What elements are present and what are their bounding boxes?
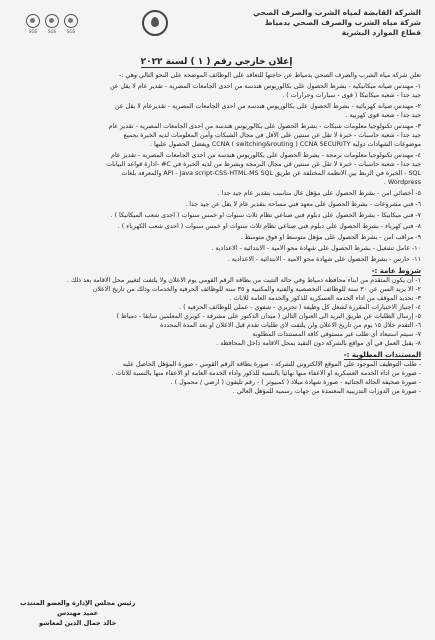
condition-item: ٨- يقبل العمل في أي مواقع بالشركة دون التقيد بمحل الاقامة داخل المحافظة . bbox=[216, 340, 421, 347]
job-line: جيد جدا - شعبة حاسبات - خبرة لا تقل عن سنتين في مجال البرمجة وبشرط من لديه الخبرة في C# -ادارة قواعد البيانات bbox=[106, 161, 421, 168]
documents-list bbox=[12, 360, 421, 396]
condition-item: ٢- الا يزيد السن عن ٣٠ سنة للوظائف التخصصية والفنية والمكتبية و ٣٥ سنة للوظائف الحرفية والخدمات وذلك من تاريخ الاعلان bbox=[92, 286, 421, 293]
job-item bbox=[12, 211, 421, 220]
job-line: ٨- فني كهرباء - بشرط الحصول على دبلوم فني صناعي نظام ثلاث سنوات او خمس سنوات ( احدى شعب الكهرباء ) . bbox=[117, 223, 421, 230]
signatory-name: خالد جمال الدين لمعاشو bbox=[39, 619, 117, 627]
conditions-title: شروط عامة :- bbox=[371, 267, 421, 275]
seal-icon: SGS bbox=[64, 14, 78, 34]
job-item bbox=[12, 151, 421, 187]
job-line: SQL - الخبرة في الربط بين الانظمة المختلفة عن طريق API - Java script-CSS-HTML-MS SQL والمعرفة بلغات bbox=[121, 170, 421, 177]
job-item bbox=[12, 82, 421, 100]
signature-block bbox=[20, 598, 135, 628]
document-item: - طلب التوظيف الموجود على الموقع الالكتروني للشركة - صورة بطاقة الرقم القومي - صورة المؤهل الحاصل عليه bbox=[122, 361, 421, 368]
job-line: Wordpress . bbox=[383, 179, 421, 186]
job-line: ٩- مراقب امن - بشرط الحصول على مؤهل متوسط او فوق متوسط . bbox=[240, 234, 421, 241]
condition-item: ١- أن يكون المتقدم من ابناء محافظة دمياط وفي حالة التثبت من بطاقة الرقم القومي يوم الاعلان ولا يلتفت لتغيير محل الاقامة بعد ذلك . bbox=[67, 277, 421, 284]
documents-title: المستندات المطلوبة :- bbox=[343, 351, 421, 359]
job-line: ٣- مهندس تكنولوجيا معلومات شبكات - بشرط الحصول على بكالوريوس هندسة من احدى الجامعات المصرية - تقدير عام bbox=[108, 123, 421, 130]
signatory-title: رئيس مجلس الإدارة والعضو المنتدب bbox=[20, 599, 136, 607]
condition-item: ٦- التقدم خلال ١٥ يوم من تاريخ الاعلان ولن يلتفت لاي طلبات تقدم قبل الاعلان او بعد المدة المحددة bbox=[160, 322, 421, 329]
department-name: قطاع الموارد البشرية bbox=[341, 28, 421, 37]
condition-item: ٥- إرسال الطلبات عن طريق البريد الى العنوان التالي ( ميدان الدكتور على مشرفة - كوبري المعلمين سابقا - دمياط ) bbox=[116, 313, 421, 320]
job-line: ٢- مهندس صيانة كهربائية - بشرط الحصول على بكالوريوس هندسة من احدى الجامعات المصرية - تقديرعام لا يقل عن bbox=[115, 103, 421, 110]
job-line: ٥- أخصائي امن - بشرط الحصول على مؤهل عال مناسب بتقدير عام جيد جدا . bbox=[217, 190, 421, 197]
conditions-list bbox=[12, 276, 421, 348]
job-item bbox=[12, 200, 421, 209]
company-logo bbox=[142, 10, 168, 36]
jobs-list bbox=[12, 82, 421, 264]
condition-item: ٤- اجتياز الاختبارات المقررة لشغل كل وظيفة ( تحريري - شفوي - عملي للوظائف الحرفية ) . bbox=[179, 304, 421, 311]
job-line: ١١- حارس - بشرط الحصول على شهادة محو الامية - الابتدائية - الاعدادية . bbox=[227, 256, 421, 263]
job-item bbox=[12, 189, 421, 198]
job-item bbox=[12, 102, 421, 120]
condition-item: ٧- سيتم استبعاد أي طلب غير مستوفي كافة المستندات المطلوبة bbox=[252, 331, 421, 338]
job-line: ١٠- عامل تشغيل - بشرط الحصول على شهادة محو الامية - الابتدائية - الاعدادية . bbox=[211, 245, 421, 252]
document-item: - صورة صحيفة الحالة الجنائية - صورة شهادة ميلاد ( كمبيوتر ) - رقم تليفون ( ارضي / محمول ) . bbox=[170, 379, 421, 386]
holding-company-name: الشركة القابضة لمياه الشرب والصرف الصحي bbox=[253, 8, 421, 17]
job-line: موضوعات الشهادات دولية CCNA ( switching&routing ) CCNA SECURITY ويفضل الحصول عليها . bbox=[150, 141, 421, 148]
job-line: ١- مهندس صيانة ميكانيكية - بشرط الحصول على بكالوريوس هندسة من احدى الجامعات المصرية - تقدير عام لا يقل عن bbox=[109, 83, 421, 90]
job-item bbox=[12, 233, 421, 242]
job-line: جيد جدا - شعبة قوى كهربية . bbox=[345, 112, 421, 119]
job-item bbox=[12, 122, 421, 149]
document-title: إعلان خارجي رقم ( ١ ) لسنة ٢٠٢٢ bbox=[140, 57, 293, 67]
letterhead bbox=[12, 8, 421, 56]
company-name: شركة مياه الشرب والصرف الصحي بدمياط bbox=[264, 18, 421, 27]
certification-seals bbox=[26, 14, 78, 34]
signatory-rank: عميد مهندس bbox=[57, 609, 99, 617]
job-item bbox=[12, 244, 421, 253]
job-line: جيد جدا - شعبة حاسبات - خبرة لا تقل عن سنتين على الأقل في مجال الشبكات وأمن المعلومات لديه الخبرة بجميع bbox=[123, 132, 421, 139]
seal-icon: SGS bbox=[45, 14, 59, 34]
condition-item: ٣- تحديد الموقف من اداء الخدمة العسكرية للذكور والخدمة العامة للاناث . bbox=[229, 295, 421, 302]
job-line: جيد جدا - شعبة ميكانيكا ( قوى - سيارات وجرارات ) . bbox=[282, 92, 421, 99]
organization-block bbox=[253, 8, 421, 38]
job-line: ٦- فني مشروعات - بشرط الحصول على معهد فني مساحة بتقدير عام لا يقل عن جيد جدا . bbox=[185, 201, 421, 208]
seal-icon: SGS bbox=[26, 14, 40, 34]
document-item: - صورة من اداء الخدمة العسكرية او الاعفاء منها نهائيا بالنسبة للذكور واداء الخدمة العامة او الاعفاء منها بالنسبة للاناث . bbox=[111, 370, 421, 377]
job-item bbox=[12, 255, 421, 264]
document-item: - صورة من الدورات التدريبية المعتمدة من جهات رسمية للمؤهل العالي . bbox=[232, 388, 421, 395]
job-item bbox=[12, 222, 421, 231]
job-line: ٧- فني ميكانيكا - بشرط الحصول على دبلوم فني صناعي نظام ثلاث سنوات او خمس سنوات ( احدى شعب الميكانيكا ) . bbox=[110, 212, 421, 219]
intro-text: تعلن شركة مياه الشرب والصرف الصحي بدمياط عن حاجتها للتعاقد على الوظائف الموضحة على النحو التالي وهي :- bbox=[118, 72, 421, 79]
job-line: ٤- مهندس تكنولوجيا معلومات برمجة - بشرط الحصول على بكالوريوس هندسة من احدى الجامعات المصرية - تقدير عام bbox=[110, 152, 421, 159]
